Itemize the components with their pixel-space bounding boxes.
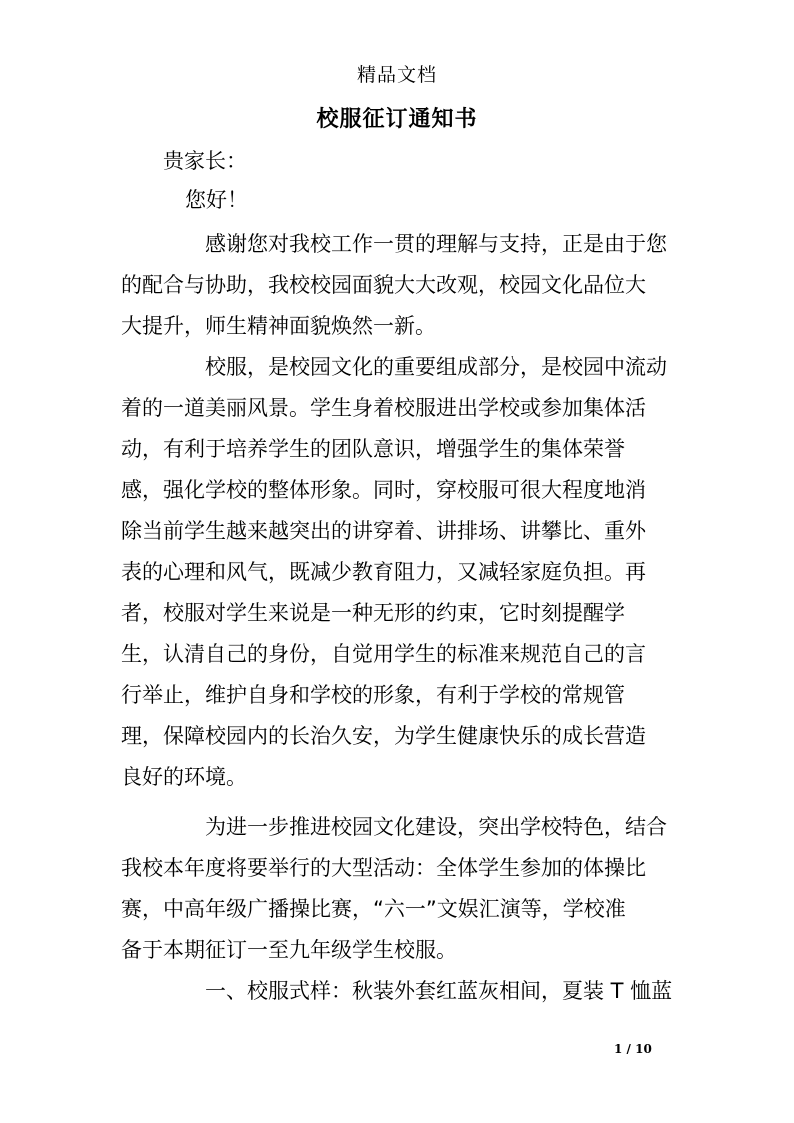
body-line: 表的心理和风气，既减少教育阻力，又减轻家庭负担。再 (121, 560, 646, 584)
body-line: 良好的环境。 (121, 765, 247, 789)
header-mark: 精品文档 (356, 64, 437, 86)
document-title: 校服征订通知书 (316, 106, 478, 132)
body-line: 校服，是校园文化的重要组成部分，是校园中流动 (205, 355, 667, 379)
body-line: 赛，中高年级广播操比赛，“六一”文娱汇演等，学校准 (121, 897, 626, 921)
body-line: 感谢您对我校工作一贯的理解与支持，正是由于您 (205, 232, 667, 256)
greeting: 您好！ (185, 188, 248, 212)
body-line: 除当前学生越来越突出的讲穿着、讲排场、讲攀比、重外 (121, 519, 646, 543)
body-line: 大提升，师生精神面貌焕然一新。 (121, 314, 436, 338)
body-line: 的配合与协助，我校校园面貌大大改观，校园文化品位大 (121, 273, 646, 297)
body-line: 者，校服对学生来说是一种无形的约束，它时刻提醒学 (121, 601, 625, 625)
body-line: 行举止，维护自身和学校的形象，有利于学校的常规管 (121, 683, 625, 707)
body-line: 我校本年度将要举行的大型活动：全体学生参加的体操比 (121, 856, 646, 880)
body-line: 一、校服式样：秋装外套红蓝灰相间，夏装 T 恤蓝 (205, 979, 673, 1003)
body-line: 生，认清自己的身份，自觉用学生的标准来规范自己的言 (121, 642, 646, 666)
body-line: 着的一道美丽风景。学生身着校服进出学校或参加集体活 (121, 396, 646, 420)
body-line: 感，强化学校的整体形象。同时，穿校服可很大程度地消 (121, 478, 646, 502)
body-line: 理，保障校园内的长治久安，为学生健康快乐的成长营造 (121, 724, 646, 748)
page-number: 1 / 10 (614, 1042, 652, 1056)
body-line: 动，有利于培养学生的团队意识，增强学生的集体荣誉 (121, 437, 625, 461)
body-line: 为进一步推进校园文化建设，突出学校特色，结合 (205, 815, 667, 839)
body-line: 备于本期征订一至九年级学生校服。 (121, 938, 457, 962)
salutation: 贵家长： (163, 149, 247, 173)
